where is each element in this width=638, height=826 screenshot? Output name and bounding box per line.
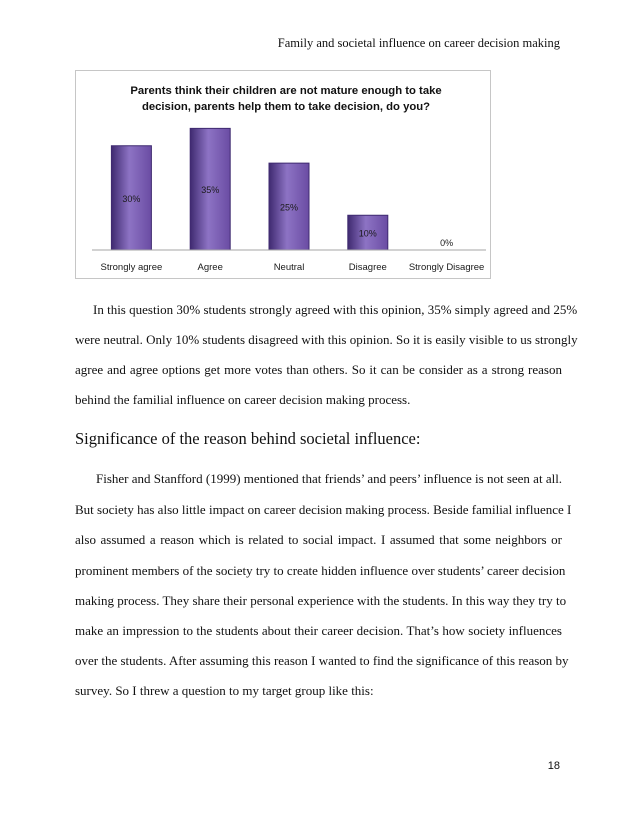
x-tick-label: Strongly agree: [100, 262, 163, 273]
paragraph-line: Fisher and Stanfford (1999) mentioned that friends’ and peers’ influence is not seen at all.: [96, 471, 563, 486]
paragraph-line: behind the familial influence on career decision making process.: [75, 392, 411, 407]
x-tick-label: Agree: [197, 262, 223, 273]
running-header: Family and societal influence on career decision making: [277, 36, 560, 50]
x-tick-label: Strongly Disagree: [408, 262, 485, 273]
x-tick-label: Disagree: [348, 262, 387, 273]
paragraph-line: also assumed a reason which is related to social impact. I assumed that some neighbors or: [75, 532, 562, 547]
paragraph-line: survey. So I threw a question to my target group like this:: [75, 683, 374, 698]
chart-plot: [76, 71, 492, 280]
bar-chart: [75, 70, 491, 279]
paragraph-line: agree and agree options get more votes than others. So it can be consider as a strong reason: [75, 362, 562, 377]
section-heading: Significance of the reason behind societal influence:: [75, 429, 421, 448]
data-label: 0%: [440, 238, 454, 248]
data-label: 10%: [358, 228, 377, 239]
paragraph-line: But society has also little impact on career decision making process. Beside familial influence I: [75, 502, 572, 517]
paragraph-line: were neutral. Only 10% students disagreed with this opinion. So it is easily visible to us strongly: [75, 332, 578, 347]
data-label: 30%: [122, 193, 141, 204]
paragraph-line: over the students. After assuming this reason I wanted to find the significance of this reason by: [75, 653, 569, 668]
chart-title-line: Parents think their children are not mature enough to take: [130, 85, 442, 97]
data-label: 25%: [279, 202, 299, 213]
chart-title-line: decision, parents help them to take decision, do you?: [141, 101, 431, 113]
paragraph-line: prominent members of the society try to create hidden influence over students’ career decision: [75, 563, 566, 578]
paragraph-line: make an impression to the students about their career decision. That’s how society influences: [75, 623, 562, 638]
paragraph-line: In this question 30% students strongly agreed with this opinion, 35% simply agreed and 25%: [93, 302, 578, 317]
page-number: 18: [547, 760, 560, 772]
data-label: 35%: [201, 185, 220, 196]
paragraph-line: making process. They share their personal experience with the students. In this way they try to: [75, 593, 567, 608]
x-tick-label: Neutral: [273, 262, 305, 273]
